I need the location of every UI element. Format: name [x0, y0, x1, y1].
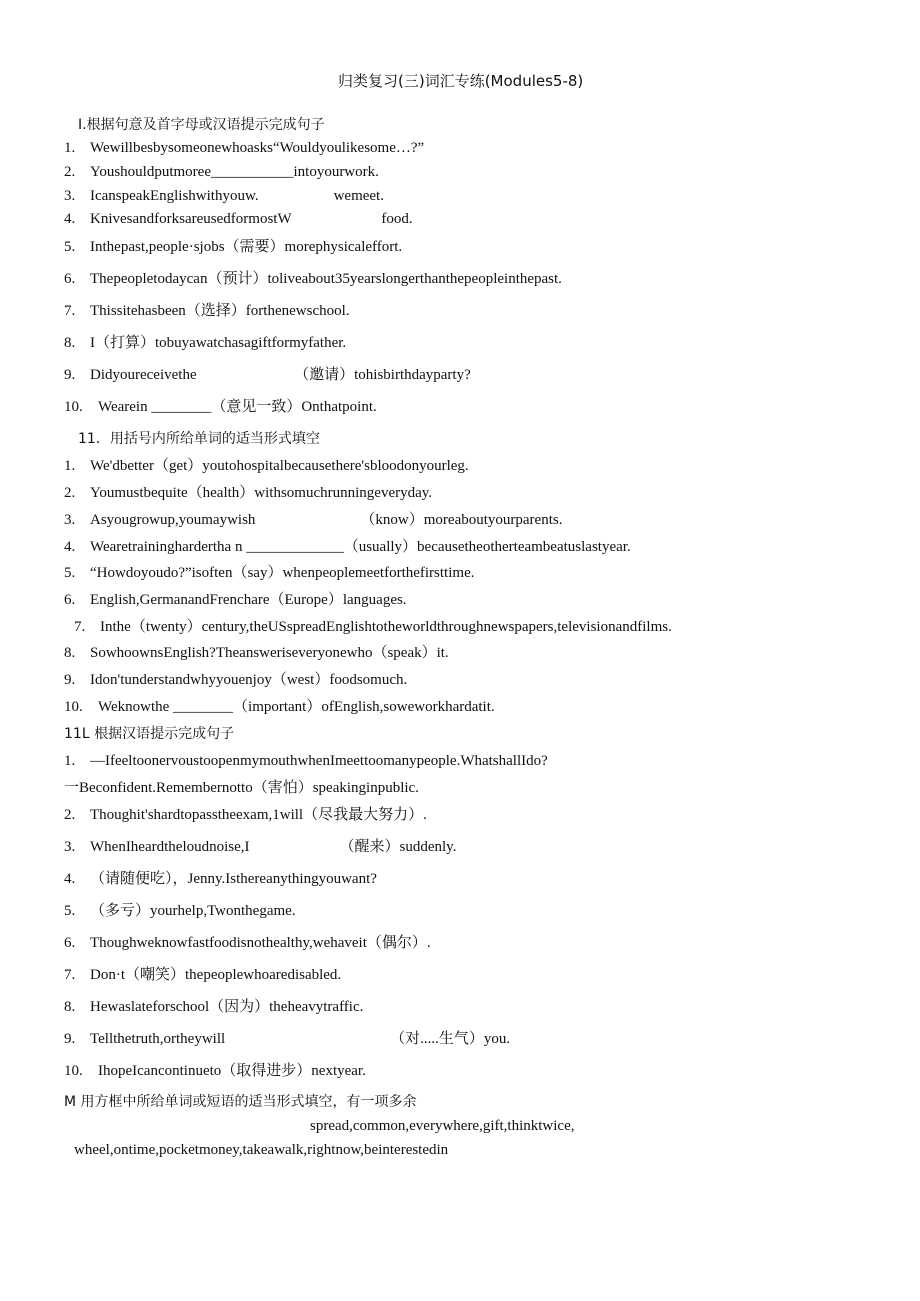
list-item: 3. IcanspeakEnglishwithyouw. wemeet.	[64, 188, 384, 204]
list-item: 10. IhopeIcancontinueto（取得进步）nextyear.	[64, 1063, 366, 1079]
section-1-heading: I.根据句意及首字母或汉语提示完成句子	[78, 117, 325, 133]
word-box-line-1: spread,common,everywhere,gift,thinktwice,	[310, 1118, 575, 1134]
list-item: 2. Youmustbequite（health）withsomuchrunningeveryday.	[64, 485, 433, 501]
list-item: 5. “Howdoyoudo?”isoften（say）whenpeoplemeetforthefirsttime.	[64, 565, 475, 581]
list-item: 4. Wearetraininghardertha n _____________（usually）becausetheotherteambeatuslastyear.	[64, 539, 631, 555]
page-title: 归类复习(三)词汇专练(Modules5-8)	[338, 72, 584, 90]
list-item: 5. Inthepast,people·sjobs（需要）morephysicaleffort.	[64, 239, 403, 255]
list-item: 7. Don·t（嘲笑）thepeoplewhoaredisabled.	[64, 967, 342, 983]
list-item: 3. WhenIheardtheloudnoise,I （醒来）suddenly.	[64, 839, 457, 855]
list-item: 1. Wewillbesbysomeonewhoasks“Wouldyoulikesome…?”	[64, 140, 425, 156]
list-item: 8. Hewaslateforschool（因为）theheavytraffic.	[64, 999, 364, 1015]
list-item: 6. Thoughweknowfastfoodisnothealthy,wehaveit（偶尔）.	[64, 935, 431, 951]
list-item: 10. Wearein ________（意见一致）Onthatpoint.	[64, 399, 377, 415]
list-item: 10. Weknowthe ________（important）ofEnglish,soweworkhardatit.	[64, 699, 495, 715]
list-item: 6. English,GermanandFrenchare（Europe）languages.	[64, 592, 407, 608]
list-item: 9. Tellthetruth,ortheywill （对.....生气）you.	[64, 1031, 511, 1047]
list-item: 4. （请随便吃），Jenny.Isthereanythingyouwant?	[64, 871, 377, 887]
list-item: 7. Inthe（twenty）century,theUSspreadEnglishtotheworldthroughnewspapers,televisionandfilms.	[74, 619, 672, 635]
list-item: 9. Didyoureceivethe （邀请）tohisbirthdayparty?	[64, 367, 471, 383]
section-2-heading: 11．用括号内所给单词的适当形式填空	[78, 431, 320, 447]
list-item: 3. Asyougrowup,youmaywish （know）moreaboutyourparents.	[64, 512, 563, 528]
list-item: 2. Thoughit'shardtopasstheexam,1will（尽我最大努力）.	[64, 807, 427, 823]
list-item: 5. （多亏）yourhelp,Twonthegame.	[64, 903, 296, 919]
section-4-heading: M 用方框中所给单词或短语的适当形式填空，有一项多余	[64, 1094, 417, 1110]
list-item: 1. We'dbetter（get）youtohospitalbecausethere'sbloodonyourleg.	[64, 458, 469, 474]
list-item: 8. SowhoownsEnglish?Theansweriseveryonewho（speak）it.	[64, 645, 449, 661]
list-item: 9. Idon'tunderstandwhyyouenjoy（west）foodsomuch.	[64, 672, 408, 688]
list-item: 2. Youshouldputmoree___________intoyourwork.	[64, 164, 379, 180]
list-item: 8. I（打算）tobuyawatchasagiftformyfather.	[64, 335, 347, 351]
list-item: 一Beconfident.Remembernotto（害怕）speakinginpublic.	[64, 780, 419, 796]
list-item: 4. KnivesandforksareusedformostW food.	[64, 211, 413, 227]
list-item: 6. Thepeopletodaycan（预计）toliveabout35yearslongerthanthepeopleinthepast.	[64, 271, 562, 287]
section-3-heading: 11L 根据汉语提示完成句子	[64, 726, 235, 742]
list-item: 1. —IfeeltoonervoustoopenmymouthwhenImeettoomanypeople.WhatshallIdo?	[64, 753, 548, 769]
word-box-line-2: wheel,ontime,pocketmoney,takeawalk,rightnow,beinterestedin	[74, 1142, 449, 1158]
list-item: 7. Thissitehasbeen（选择）forthenewschool.	[64, 303, 350, 319]
